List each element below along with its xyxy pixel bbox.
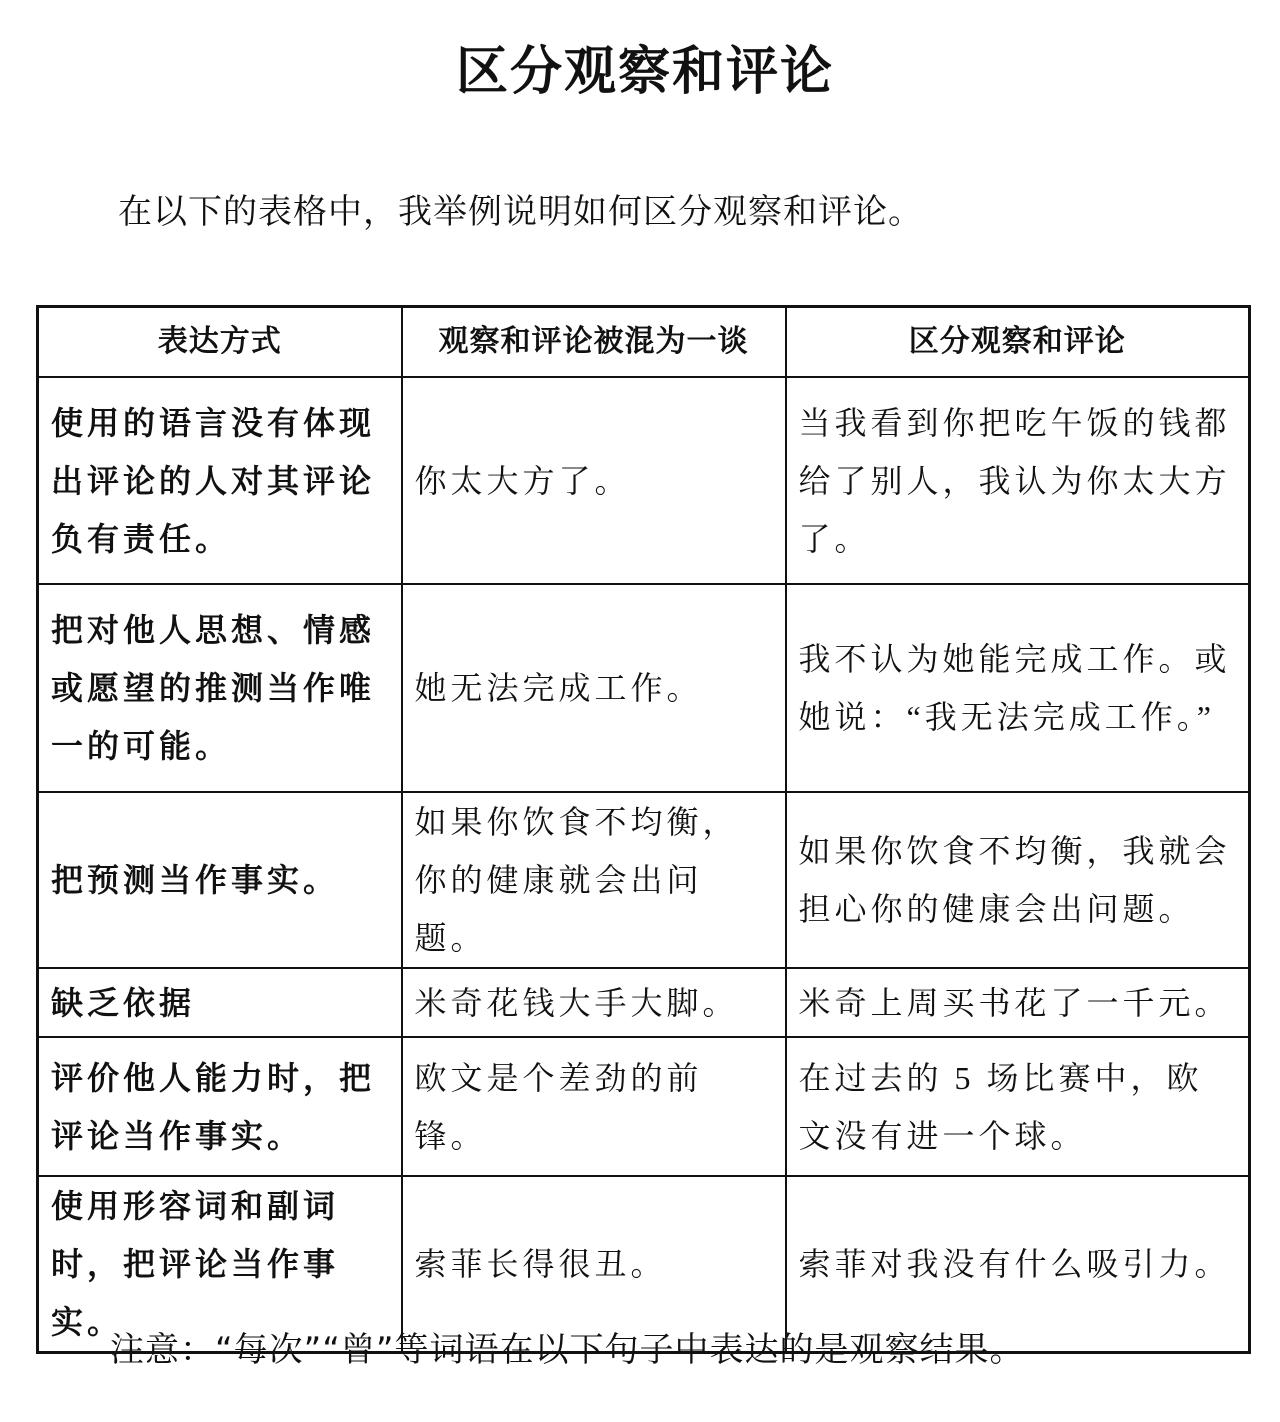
cell-separated: 我不认为她能完成工作。或她说：“我无法完成工作。” [786, 584, 1250, 792]
table-row [38, 1037, 1250, 1176]
table-row [38, 792, 1250, 968]
comparison-table [36, 305, 1251, 1354]
cell-mixed: 米奇花钱大手大脚。 [402, 968, 786, 1037]
cell-separated: 在过去的 5 场比赛中，欧文没有进一个球。 [786, 1037, 1250, 1176]
cell-expression: 把对他人思想、情感或愿望的推测当作唯一的可能。 [38, 584, 402, 792]
note-paragraph: 注意：“每次”“曾”等词语在以下句子中表达的是观察结果。 [110, 1330, 1025, 1370]
intro-paragraph: 在以下的表格中，我举例说明如何区分观察和评论。 [118, 192, 923, 232]
cell-expression: 使用的语言没有体现出评论的人对其评论负有责任。 [38, 377, 402, 584]
table-row [38, 377, 1250, 584]
header-expression: 表达方式 [38, 307, 402, 378]
cell-expression: 把预测当作事实。 [38, 792, 402, 968]
cell-mixed: 如果你饮食不均衡，你的健康就会出问题。 [402, 792, 786, 968]
cell-mixed: 她无法完成工作。 [402, 584, 786, 792]
table-header-row [38, 307, 1250, 378]
cell-expression: 评价他人能力时，把评论当作事实。 [38, 1037, 402, 1176]
page-title: 区分观察和评论 [455, 42, 834, 102]
cell-mixed: 欧文是个差劲的前锋。 [402, 1037, 786, 1176]
header-mixed: 观察和评论被混为一谈 [402, 307, 786, 378]
cell-mixed: 你太大方了。 [402, 377, 786, 584]
table-row [38, 968, 1250, 1037]
cell-separated: 米奇上周买书花了一千元。 [786, 968, 1250, 1037]
cell-separated: 如果你饮食不均衡，我就会担心你的健康会出问题。 [786, 792, 1250, 968]
header-separated: 区分观察和评论 [786, 307, 1250, 378]
cell-expression: 缺乏依据 [38, 968, 402, 1037]
cell-separated: 索菲对我没有什么吸引力。 [786, 1176, 1250, 1353]
cell-separated: 当我看到你把吃午饭的钱都给了别人，我认为你太大方了。 [786, 377, 1250, 584]
cell-mixed: 索菲长得很丑。 [402, 1176, 786, 1353]
table-row [38, 584, 1250, 792]
cell-expression: 使用形容词和副词时，把评论当作事实。 [38, 1176, 402, 1353]
